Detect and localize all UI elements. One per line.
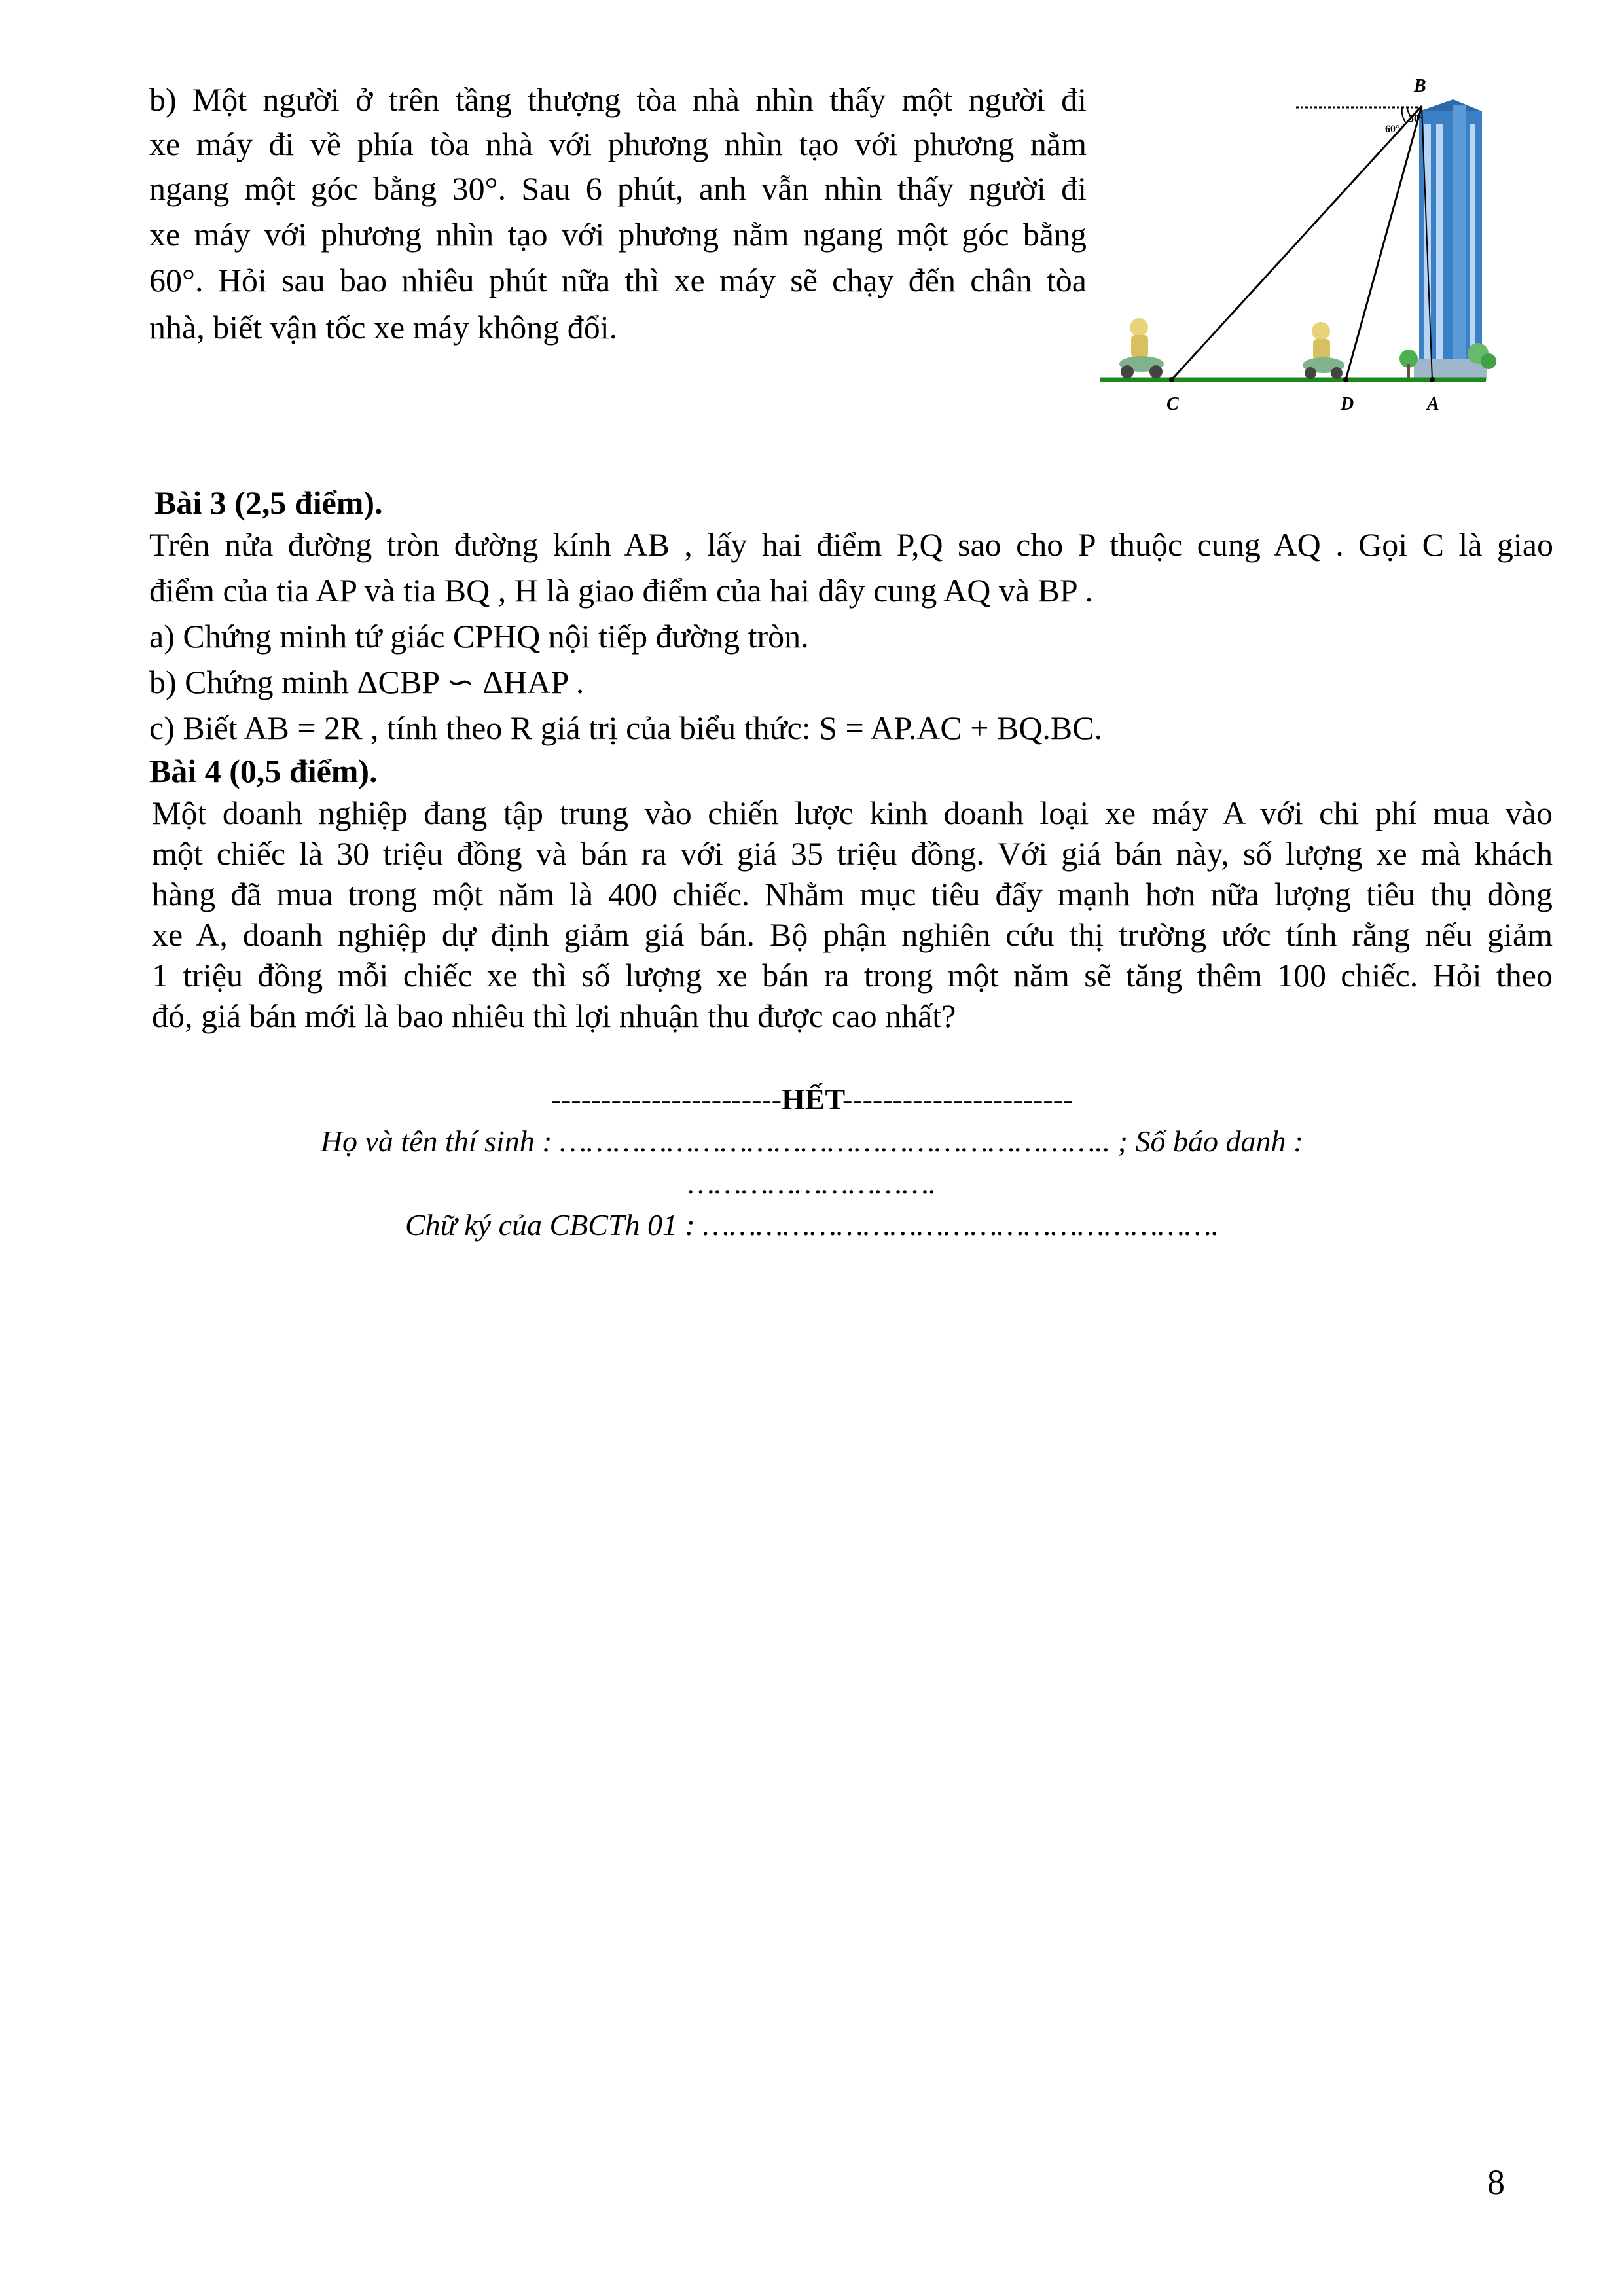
signature-line: Chữ ký của CBCTh 01 : …………………………………………………. <box>405 1208 1219 1242</box>
part-b-line: xe máy với phương nhìn tạo với phương nằm ngang một góc bằng <box>149 216 1087 253</box>
label-b: B <box>1414 76 1426 96</box>
building-figure <box>1100 65 1506 432</box>
page-number: 8 <box>1487 2162 1505 2202</box>
end-marker: -----------------------HẾT----------------------- <box>550 1083 1074 1116</box>
label-c: C <box>1166 394 1179 414</box>
problem-4-line: 1 triệu đồng mỗi chiếc xe thì số lượng xe bán ra trong một năm sẽ tăng thêm 100 chiếc. Hỏi theo <box>152 957 1553 994</box>
problem-4-line: Một doanh nghiệp đang tập trung vào chiến lược kinh doanh loại xe máy A với chi phí mua vào <box>152 795 1553 831</box>
candidate-info-line: Họ và tên thí sinh : …………………………………………………….. ; Số báo danh : <box>320 1124 1304 1158</box>
label-d: D <box>1341 394 1354 414</box>
part-b-line: xe máy đi về phía tòa nhà với phương nhìn tạo với phương nằm <box>149 126 1087 162</box>
problem-3-line: Trên nửa đường tròn đường kính AB , lấy hai điểm P,Q sao cho P thuộc cung AQ . Gọi C là giao <box>149 526 1553 563</box>
problem-4-line: một chiếc là 30 triệu đồng và bán ra với giá 35 triệu đồng. Với giá bán này, số lượng xe mà khách <box>152 835 1553 872</box>
building-icon <box>1414 99 1487 380</box>
problem-4-line: xe A, doanh nghiệp dự định giảm giá bán. Bộ phận nghiên cứu thị trường ước tính rằng nếu giảm <box>152 916 1553 953</box>
problem-4-line: đó, giá bán mới là bao nhiêu thì lợi nhuận thu được cao nhất? <box>152 997 956 1034</box>
motorbike-rider-icon <box>1303 322 1344 379</box>
problem-3-line: điểm của tia AP và tia BQ , H là giao điểm của hai dây cung AQ và BP . <box>149 572 1093 609</box>
problem-3-line: c) Biết AB = 2R , tính theo R giá trị của biểu thức: S = AP.AC + BQ.BC. <box>149 709 1103 746</box>
angle-arc-60 <box>1402 107 1406 123</box>
label-angle-60: 60° <box>1385 124 1400 135</box>
part-b-line: b) Một người ở trên tầng thượng tòa nhà nhìn thấy một người đi <box>149 81 1087 118</box>
candidate-dots-line: ………………………. <box>687 1166 937 1200</box>
part-b-line: nhà, biết vận tốc xe máy không đổi. <box>149 309 618 346</box>
motorbike-rider-icon <box>1119 318 1164 378</box>
problem-3-line: a) Chứng minh tứ giác CPHQ nội tiếp đường tròn. <box>149 618 809 655</box>
label-a: A <box>1427 394 1439 414</box>
part-b-line: 60°. Hỏi sau bao nhiêu phút nữa thì xe máy sẽ chạy đến chân tòa <box>149 262 1087 298</box>
part-b-line: ngang một góc bằng 30°. Sau 6 phút, anh vẫn nhìn thấy người đi <box>149 170 1087 207</box>
problem-3-heading: Bài 3 (2,5 điểm). <box>154 484 383 521</box>
problem-4-line: hàng đã mua trong một năm là 400 chiếc. Nhằm mục tiêu đẩy mạnh hơn nữa lượng tiêu thụ dòng <box>152 876 1553 912</box>
problem-4-heading: Bài 4 (0,5 điểm). <box>149 753 378 789</box>
problem-3-line: b) Chứng minh ΔCBP ∽ ΔHAP . <box>149 664 585 700</box>
label-angle-30: 30° <box>1409 113 1424 124</box>
